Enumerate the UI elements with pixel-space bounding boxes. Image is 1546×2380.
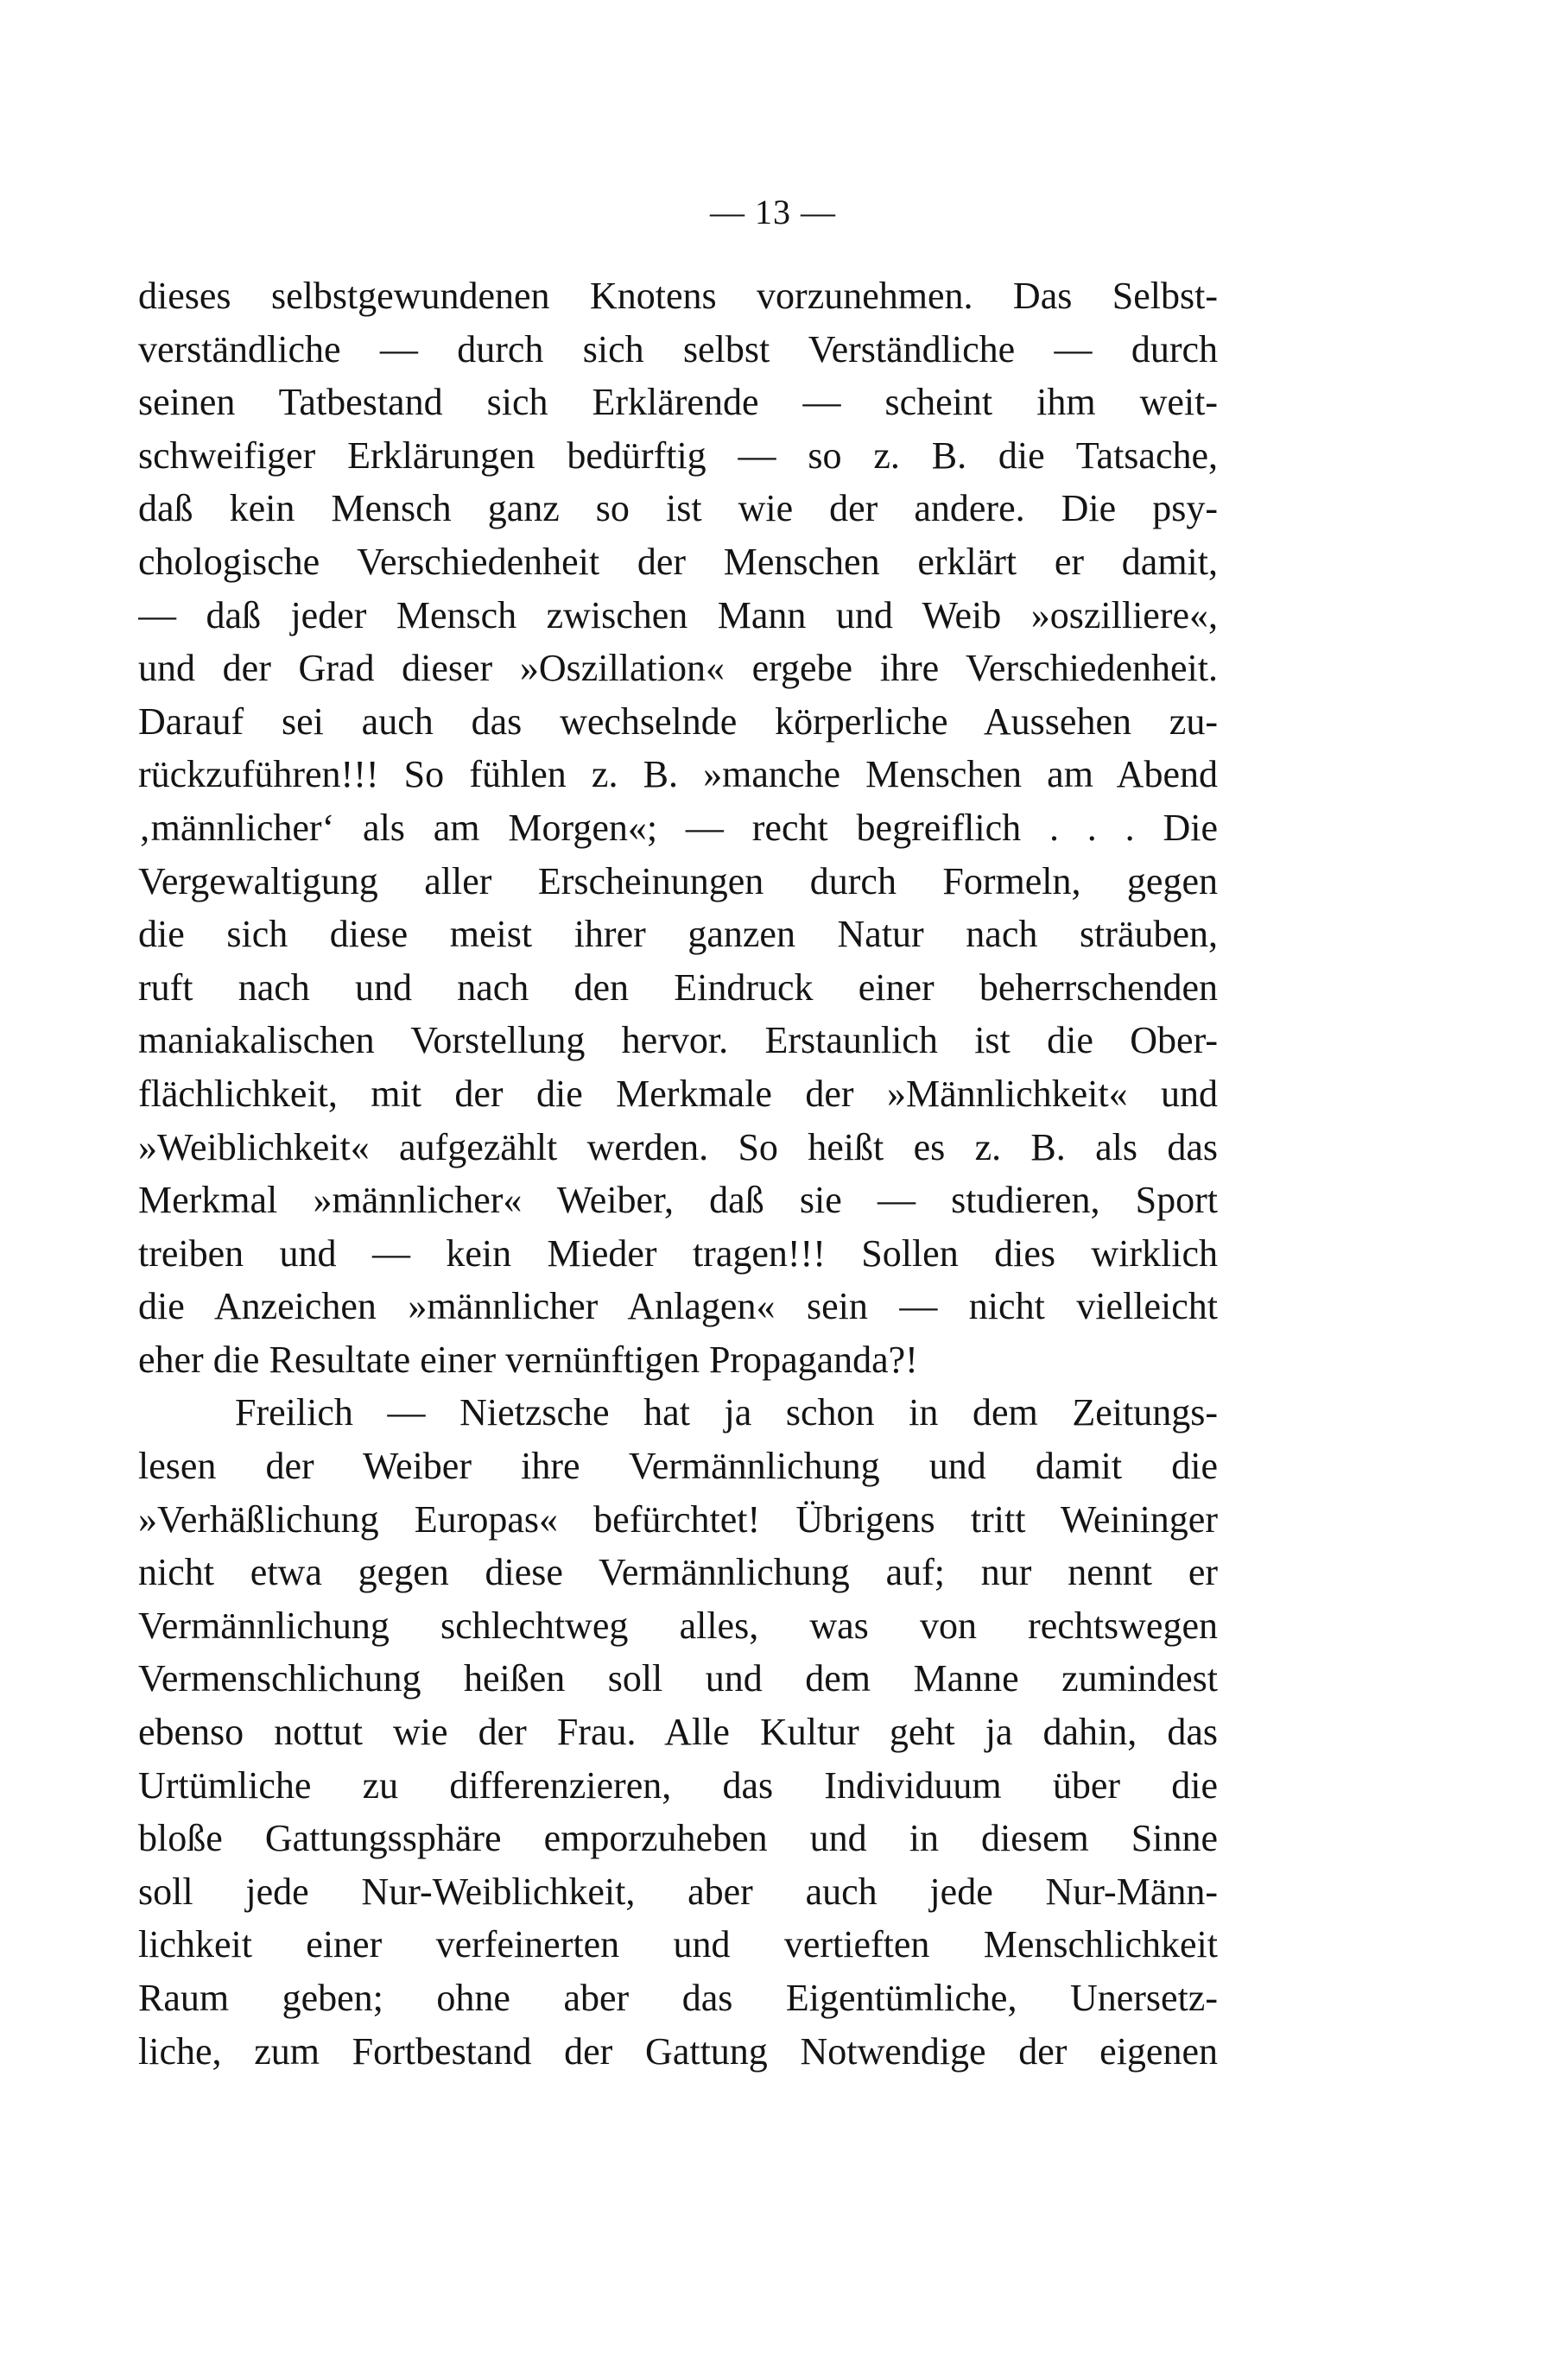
text-line: Urtümliche zu differenzieren, das Individuum über die xyxy=(138,1763,1218,1807)
text-line: seinen Tatbestand sich Erklärende — scheint ihm weit- xyxy=(138,381,1218,424)
text-line: bloße Gattungssphäre emporzuheben und in diesem Sinne xyxy=(138,1817,1218,1860)
text-line: verständliche — durch sich selbst Verständliche — durch xyxy=(138,327,1218,370)
page-number: — 13 — xyxy=(710,193,836,231)
text-line: und der Grad dieser »Oszillation« ergebe ihre Verschiedenheit. xyxy=(138,647,1218,690)
text-line: Darauf sei auch das wechselnde körperliche Aussehen zu- xyxy=(138,699,1218,743)
text-line: Vermenschlichung heißen soll und dem Manne zumindest xyxy=(138,1657,1218,1700)
text-line: ebenso nottut wie der Frau. Alle Kultur geht ja dahin, das xyxy=(138,1711,1218,1754)
text-line: maniakalischen Vorstellung hervor. Erstaunlich ist die Ober- xyxy=(138,1019,1218,1062)
text-line: flächlichkeit, mit der die Merkmale der »Männlichkeit« und xyxy=(138,1072,1218,1115)
text-line: ruft nach und nach den Eindruck einer beherrschenden xyxy=(138,965,1218,1009)
text-line: dieses selbstgewundenen Knotens vorzunehmen. Das Selbst- xyxy=(138,275,1218,317)
text-line: lesen der Weiber ihre Vermännlichung und damit die xyxy=(138,1445,1218,1488)
text-line: die Anzeichen »männlicher Anlagen« sein — nicht vielleicht xyxy=(138,1285,1218,1328)
body-text xyxy=(138,269,1218,2078)
text-line: schweifiger Erklärungen bedürftig — so z. B. die Tatsache, xyxy=(138,434,1218,477)
text-line: Merkmal »männlicher« Weiber, daß sie — studieren, Sport xyxy=(138,1179,1218,1222)
text-line: die sich diese meist ihrer ganzen Natur nach sträuben, xyxy=(138,913,1218,956)
text-line: nicht etwa gegen diese Vermännlichung auf; nur nennt er xyxy=(138,1551,1218,1594)
text-line: lichkeit einer verfeinerten und vertieften Menschlichkeit xyxy=(138,1923,1218,1966)
text-line: ‚männlicher‘ als am Morgen«; — recht begreiflich . . . Die xyxy=(138,806,1218,849)
text-line: chologische Verschiedenheit der Menschen erklärt er damit, xyxy=(138,540,1218,583)
text-line: soll jede Nur-Weiblichkeit, aber auch jede Nur-Männ- xyxy=(138,1870,1218,1913)
text-line: liche, zum Fortbestand der Gattung Notwendige der eigenen xyxy=(138,2029,1218,2073)
text-line: treiben und — kein Mieder tragen!!! Sollen dies wirklich xyxy=(138,1231,1218,1275)
text-line: rückzuführen!!! So fühlen z. B. »manche Menschen am Abend xyxy=(138,753,1218,796)
text-line: — daß jeder Mensch zwischen Mann und Weib »oszilliere«, xyxy=(138,593,1218,636)
text-line: daß kein Mensch ganz so ist wie der andere. Die psy- xyxy=(138,487,1218,530)
text-line: Raum geben; ohne aber das Eigentümliche, Unersetz- xyxy=(138,1977,1218,2019)
text-line: Vermännlichung schlechtweg alles, was von rechtswegen xyxy=(138,1604,1218,1647)
text-line: Vergewaltigung aller Erscheinungen durch Formeln, gegen xyxy=(138,859,1218,902)
paragraph-end-line: eher die Resultate einer vernünftigen Propaganda?! xyxy=(138,1338,918,1381)
text-line: »Verhäßlichung Europas« befürchtet! Übrigens tritt Weininger xyxy=(138,1497,1218,1541)
paragraph-start-line: Freilich — Nietzsche hat ja schon in dem Zeitungs- xyxy=(235,1391,1218,1434)
text-line: »Weiblichkeit« aufgezählt werden. So heißt es z. B. als das xyxy=(138,1125,1218,1168)
